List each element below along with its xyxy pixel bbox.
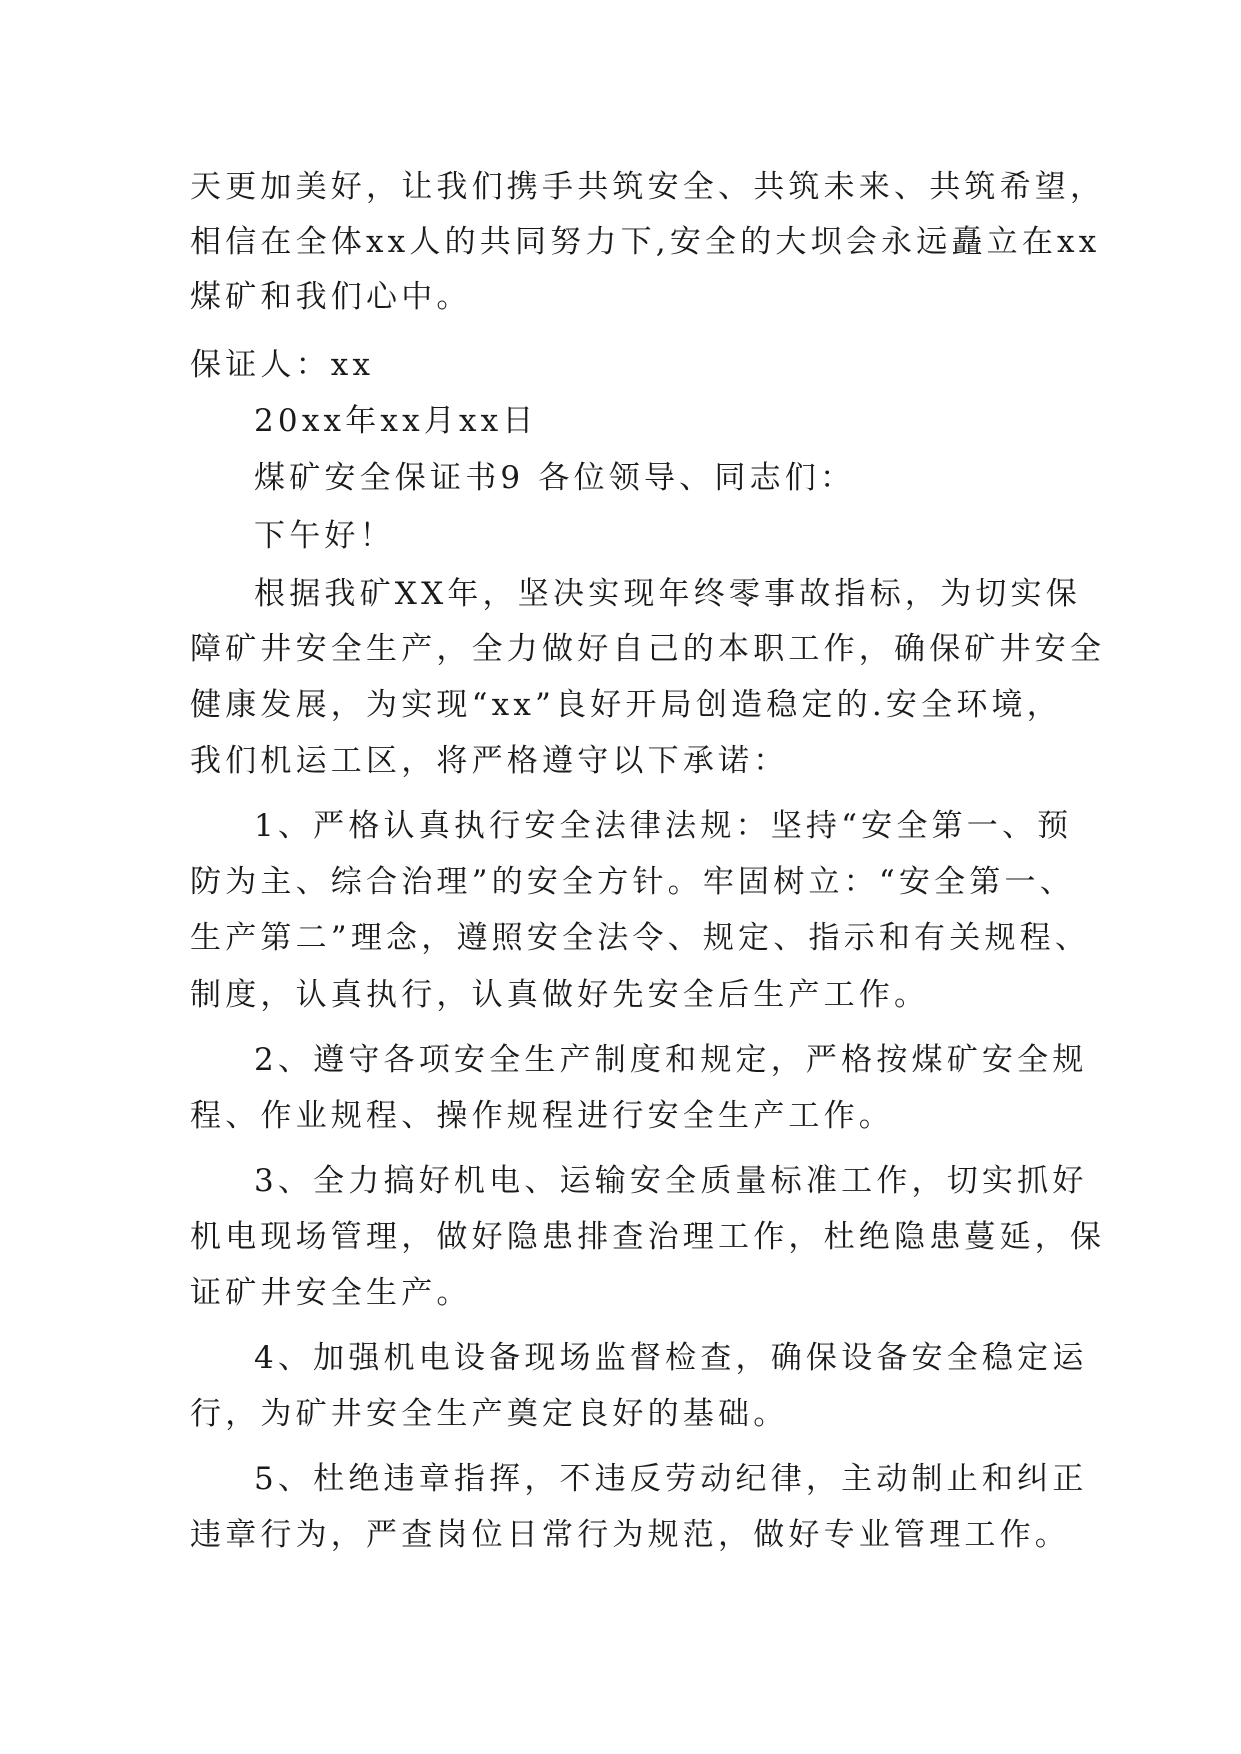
text-line: 天更加美好，让我们携手共筑安全、共筑未来、共筑希望， — [190, 169, 1106, 205]
text-line: 生产第二”理念，遵照安全法令、规定、指示和有关规程、 — [190, 920, 1091, 956]
signer-line: 保证人：xx — [190, 347, 375, 383]
text-line: 我们机运工区，将严格遵守以下承诺： — [190, 743, 789, 779]
text-line: 证矿井安全生产。 — [190, 1275, 472, 1311]
date-line: 20xx年xx月xx日 — [254, 403, 538, 439]
text-line: 违章行为，严查岗位日常行为规范，做好专业管理工作。 — [190, 1517, 1070, 1553]
text-line: 行，为矿井安全生产奠定良好的基础。 — [190, 1396, 789, 1432]
text-line: 5、杜绝违章指挥，不违反劳动纪律，主动制止和纠正 — [254, 1461, 1088, 1497]
text-line: 健康发展，为实现“xx”良好开局创造稳定的.安全环境， — [190, 687, 1062, 723]
text-line: 程、作业规程、操作规程进行安全生产工作。 — [190, 1098, 894, 1134]
text-line: 防为主、综合治理”的安全方针。牢固树立：“安全第一、 — [190, 864, 1075, 900]
text-line: 障矿井安全生产，全力做好自己的本职工作，确保矿井安全 — [190, 631, 1106, 667]
text-line: 机电现场管理，做好隐患排查治理工作，杜绝隐患蔓延，保 — [190, 1219, 1106, 1255]
text-line: 根据我矿XX年，坚决实现年终零事故指标，为切实保 — [254, 576, 1081, 612]
section-heading: 煤矿安全保证书9 各位领导、同志们： — [254, 460, 856, 496]
greeting-line: 下午好！ — [254, 518, 395, 554]
text-line: 2、遵守各项安全生产制度和规定，严格按煤矿安全规 — [254, 1042, 1088, 1078]
text-line: 相信在全体xx人的共同努力下,安全的大坝会永远矗立在xx — [190, 224, 1101, 260]
text-line: 1、严格认真执行安全法律法规：坚持“安全第一、预 — [254, 808, 1073, 844]
text-line: 3、全力搞好机电、运输安全质量标准工作，切实抓好 — [254, 1163, 1088, 1199]
text-line: 4、加强机电设备现场监督检查，确保设备安全稳定运 — [254, 1340, 1088, 1376]
text-line: 制度，认真执行，认真做好先安全后生产工作。 — [190, 977, 930, 1013]
text-line: 煤矿和我们心中。 — [190, 279, 472, 315]
